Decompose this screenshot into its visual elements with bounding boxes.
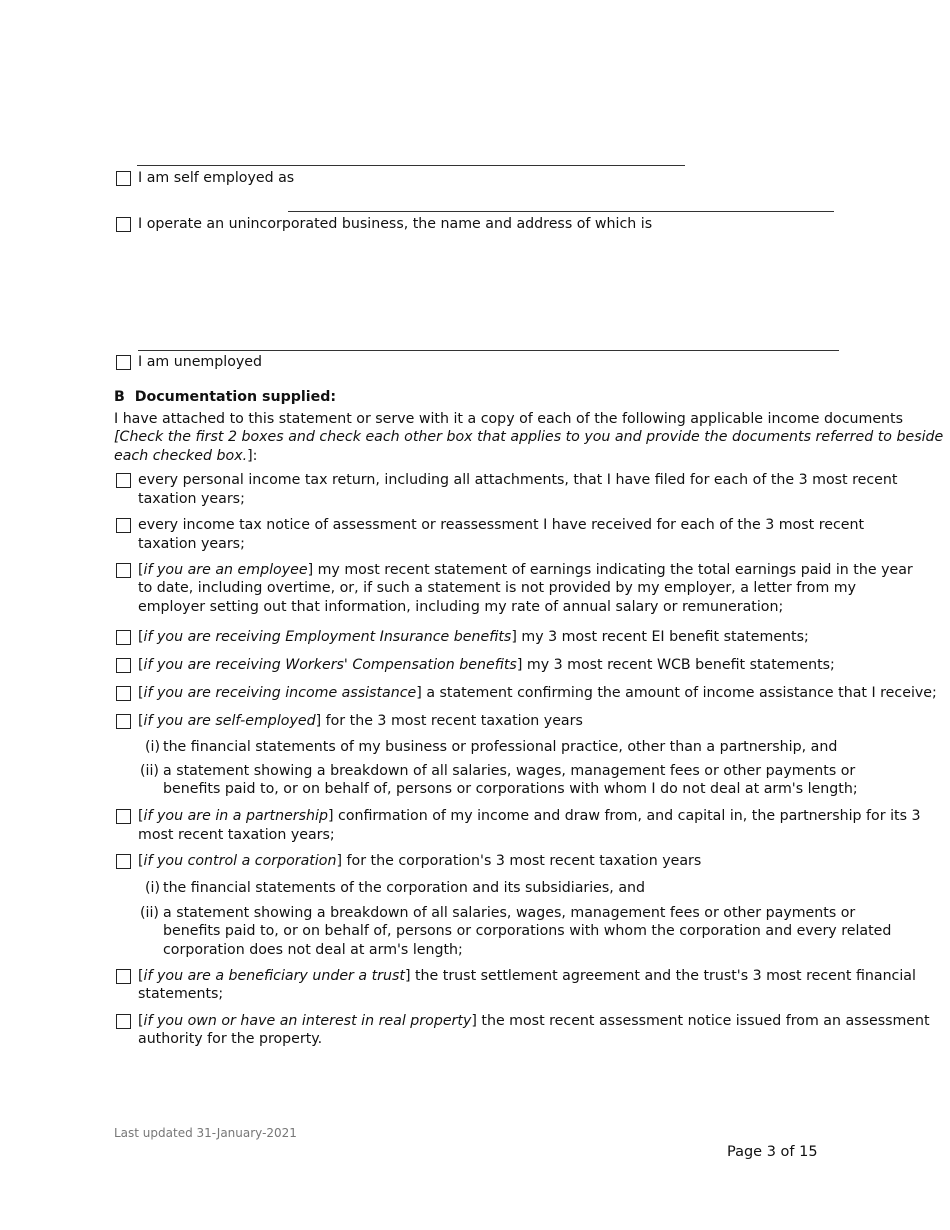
intro-bracket-close: ]: bbox=[247, 448, 258, 464]
sub-item-text: the financial statements of the corporation and its subsidiaries, and bbox=[163, 880, 646, 896]
doc-checkbox-employee[interactable] bbox=[116, 563, 131, 578]
doc-item-condition: if you own or have an interest in real property bbox=[143, 1013, 472, 1029]
doc-item-text: to date, including overtime, or, if such a statement is not provided by my employer, a letter from my bbox=[138, 580, 857, 596]
doc-item-rest: ] the most recent assessment notice issued from an assessment bbox=[471, 1013, 930, 1029]
doc-item-text: [if you are in a partnership] confirmation of my income and draw from, and capital in, the partnership for its 3 bbox=[138, 808, 921, 824]
doc-item-condition: if you are receiving Employment Insurance benefits bbox=[143, 629, 512, 645]
sub-item-text: benefits paid to, or on behalf of, persons or corporations with whom the corporation and every related bbox=[163, 923, 892, 939]
doc-item-text: [if you are self-employed] for the 3 most recent taxation years bbox=[138, 713, 583, 729]
doc-item-text: [if you are receiving Employment Insurance benefits] my 3 most recent EI benefit statements; bbox=[138, 629, 809, 645]
sub-item-text: corporation does not deal at arm's length; bbox=[163, 942, 463, 958]
unincorporated-label: I operate an unincorporated business, the name and address of which is bbox=[138, 216, 653, 232]
doc-item-text: every personal income tax return, including all attachments, that I have filed for each of the 3 most recent bbox=[138, 472, 898, 488]
doc-checkbox-real-property[interactable] bbox=[116, 1014, 131, 1029]
doc-item-condition: if you are an employee bbox=[143, 562, 308, 578]
doc-item-text: employer setting out that information, including my rate of annual salary or remuneration; bbox=[138, 599, 784, 615]
doc-item-rest: ] my most recent statement of earnings indicating the total earnings paid in the year bbox=[307, 562, 913, 578]
doc-item-condition: if you control a corporation bbox=[143, 853, 337, 869]
doc-item-rest: ] confirmation of my income and draw from, and capital in, the partnership for its 3 bbox=[327, 808, 921, 824]
doc-checkbox-tax-returns[interactable] bbox=[116, 473, 131, 488]
sub-item-text: a statement showing a breakdown of all salaries, wages, management fees or other payments or bbox=[163, 905, 856, 921]
doc-item-rest: ] my 3 most recent EI benefit statements; bbox=[511, 629, 809, 645]
sub-item-text: a statement showing a breakdown of all salaries, wages, management fees or other payments or bbox=[163, 763, 856, 779]
doc-item-text: taxation years; bbox=[138, 491, 245, 507]
sub-item-number: (i) bbox=[145, 739, 161, 755]
doc-checkbox-wcb-benefits[interactable] bbox=[116, 658, 131, 673]
doc-item-text: every income tax notice of assessment or reassessment I have received for each of the 3 most recent bbox=[138, 517, 865, 533]
self-employed-checkbox[interactable] bbox=[116, 171, 131, 186]
doc-checkbox-income-assistance[interactable] bbox=[116, 686, 131, 701]
doc-checkbox-ei-benefits[interactable] bbox=[116, 630, 131, 645]
sub-item-text: benefits paid to, or on behalf of, persons or corporations with whom I do not deal at arm's length; bbox=[163, 781, 858, 797]
doc-item-text: authority for the property. bbox=[138, 1031, 323, 1047]
intro-instruction-text: [Check the first 2 boxes and check each other box that applies to you and provide the documents referred to beside bbox=[114, 429, 944, 445]
doc-item-condition: if you are self-employed bbox=[143, 713, 316, 729]
doc-item-condition: if you are in a partnership bbox=[143, 808, 328, 824]
doc-checkbox-partnership[interactable] bbox=[116, 809, 131, 824]
doc-item-text: [if you are a beneficiary under a trust] the trust settlement agreement and the trust's 3 most recent financial bbox=[138, 968, 916, 984]
doc-item-rest: ] the trust settlement agreement and the trust's 3 most recent financial bbox=[404, 968, 916, 984]
unemployed-checkbox[interactable] bbox=[116, 355, 131, 370]
sub-item-text: the financial statements of my business or professional practice, other than a partnership, and bbox=[163, 739, 838, 755]
doc-item-text: [if you are receiving income assistance] a statement confirming the amount of income assistance that I receive; bbox=[138, 685, 937, 701]
intro-instruction-end: each checked box. bbox=[114, 448, 248, 464]
doc-item-rest: ] for the 3 most recent taxation years bbox=[315, 713, 583, 729]
last-updated: Last updated 31-January-2021 bbox=[114, 1126, 297, 1140]
doc-item-condition: if you are receiving Workers' Compensation benefits bbox=[143, 657, 517, 673]
self-employed-label: I am self employed as bbox=[138, 170, 295, 186]
doc-item-text: [if you are receiving Workers' Compensation benefits] my 3 most recent WCB benefit statements; bbox=[138, 657, 835, 673]
sub-item-number: (ii) bbox=[140, 905, 159, 921]
business-address-fill-line[interactable] bbox=[138, 350, 839, 351]
unincorporated-checkbox[interactable] bbox=[116, 217, 131, 232]
self-employed-fill-line[interactable] bbox=[137, 165, 685, 166]
section-b-intro-line2 bbox=[114, 428, 943, 447]
doc-item-text: [if you are an employee] my most recent statement of earnings indicating the total earnings paid in the year bbox=[138, 562, 913, 578]
sub-item-number: (ii) bbox=[140, 763, 159, 779]
doc-checkbox-self-employed[interactable] bbox=[116, 714, 131, 729]
doc-item-text: [if you own or have an interest in real property] the most recent assessment notice issued from an assessment bbox=[138, 1013, 930, 1029]
doc-item-text: [if you control a corporation] for the corporation's 3 most recent taxation years bbox=[138, 853, 702, 869]
doc-checkbox-corporation[interactable] bbox=[116, 854, 131, 869]
doc-item-condition: if you are a beneficiary under a trust bbox=[143, 968, 405, 984]
unemployed-label: I am unemployed bbox=[138, 354, 263, 370]
section-b-intro-line3 bbox=[114, 447, 257, 466]
unincorporated-fill-line[interactable] bbox=[288, 211, 834, 212]
doc-item-text: most recent taxation years; bbox=[138, 827, 335, 843]
doc-checkbox-trust[interactable] bbox=[116, 969, 131, 984]
doc-item-condition: if you are receiving income assistance bbox=[143, 685, 417, 701]
doc-item-rest: ] for the corporation's 3 most recent taxation years bbox=[336, 853, 702, 869]
doc-item-text: statements; bbox=[138, 986, 224, 1002]
page-number: Page 3 of 15 bbox=[727, 1144, 818, 1160]
doc-item-text: taxation years; bbox=[138, 536, 245, 552]
section-b-heading: B Documentation supplied: bbox=[114, 389, 337, 405]
doc-item-rest: ] a statement confirming the amount of income assistance that I receive; bbox=[416, 685, 937, 701]
section-b-intro-line1: I have attached to this statement or serve with it a copy of each of the following applicable income documents bbox=[114, 411, 903, 427]
doc-item-rest: ] my 3 most recent WCB benefit statements; bbox=[516, 657, 835, 673]
sub-item-number: (i) bbox=[145, 880, 161, 896]
doc-checkbox-notices-of-assessment[interactable] bbox=[116, 518, 131, 533]
